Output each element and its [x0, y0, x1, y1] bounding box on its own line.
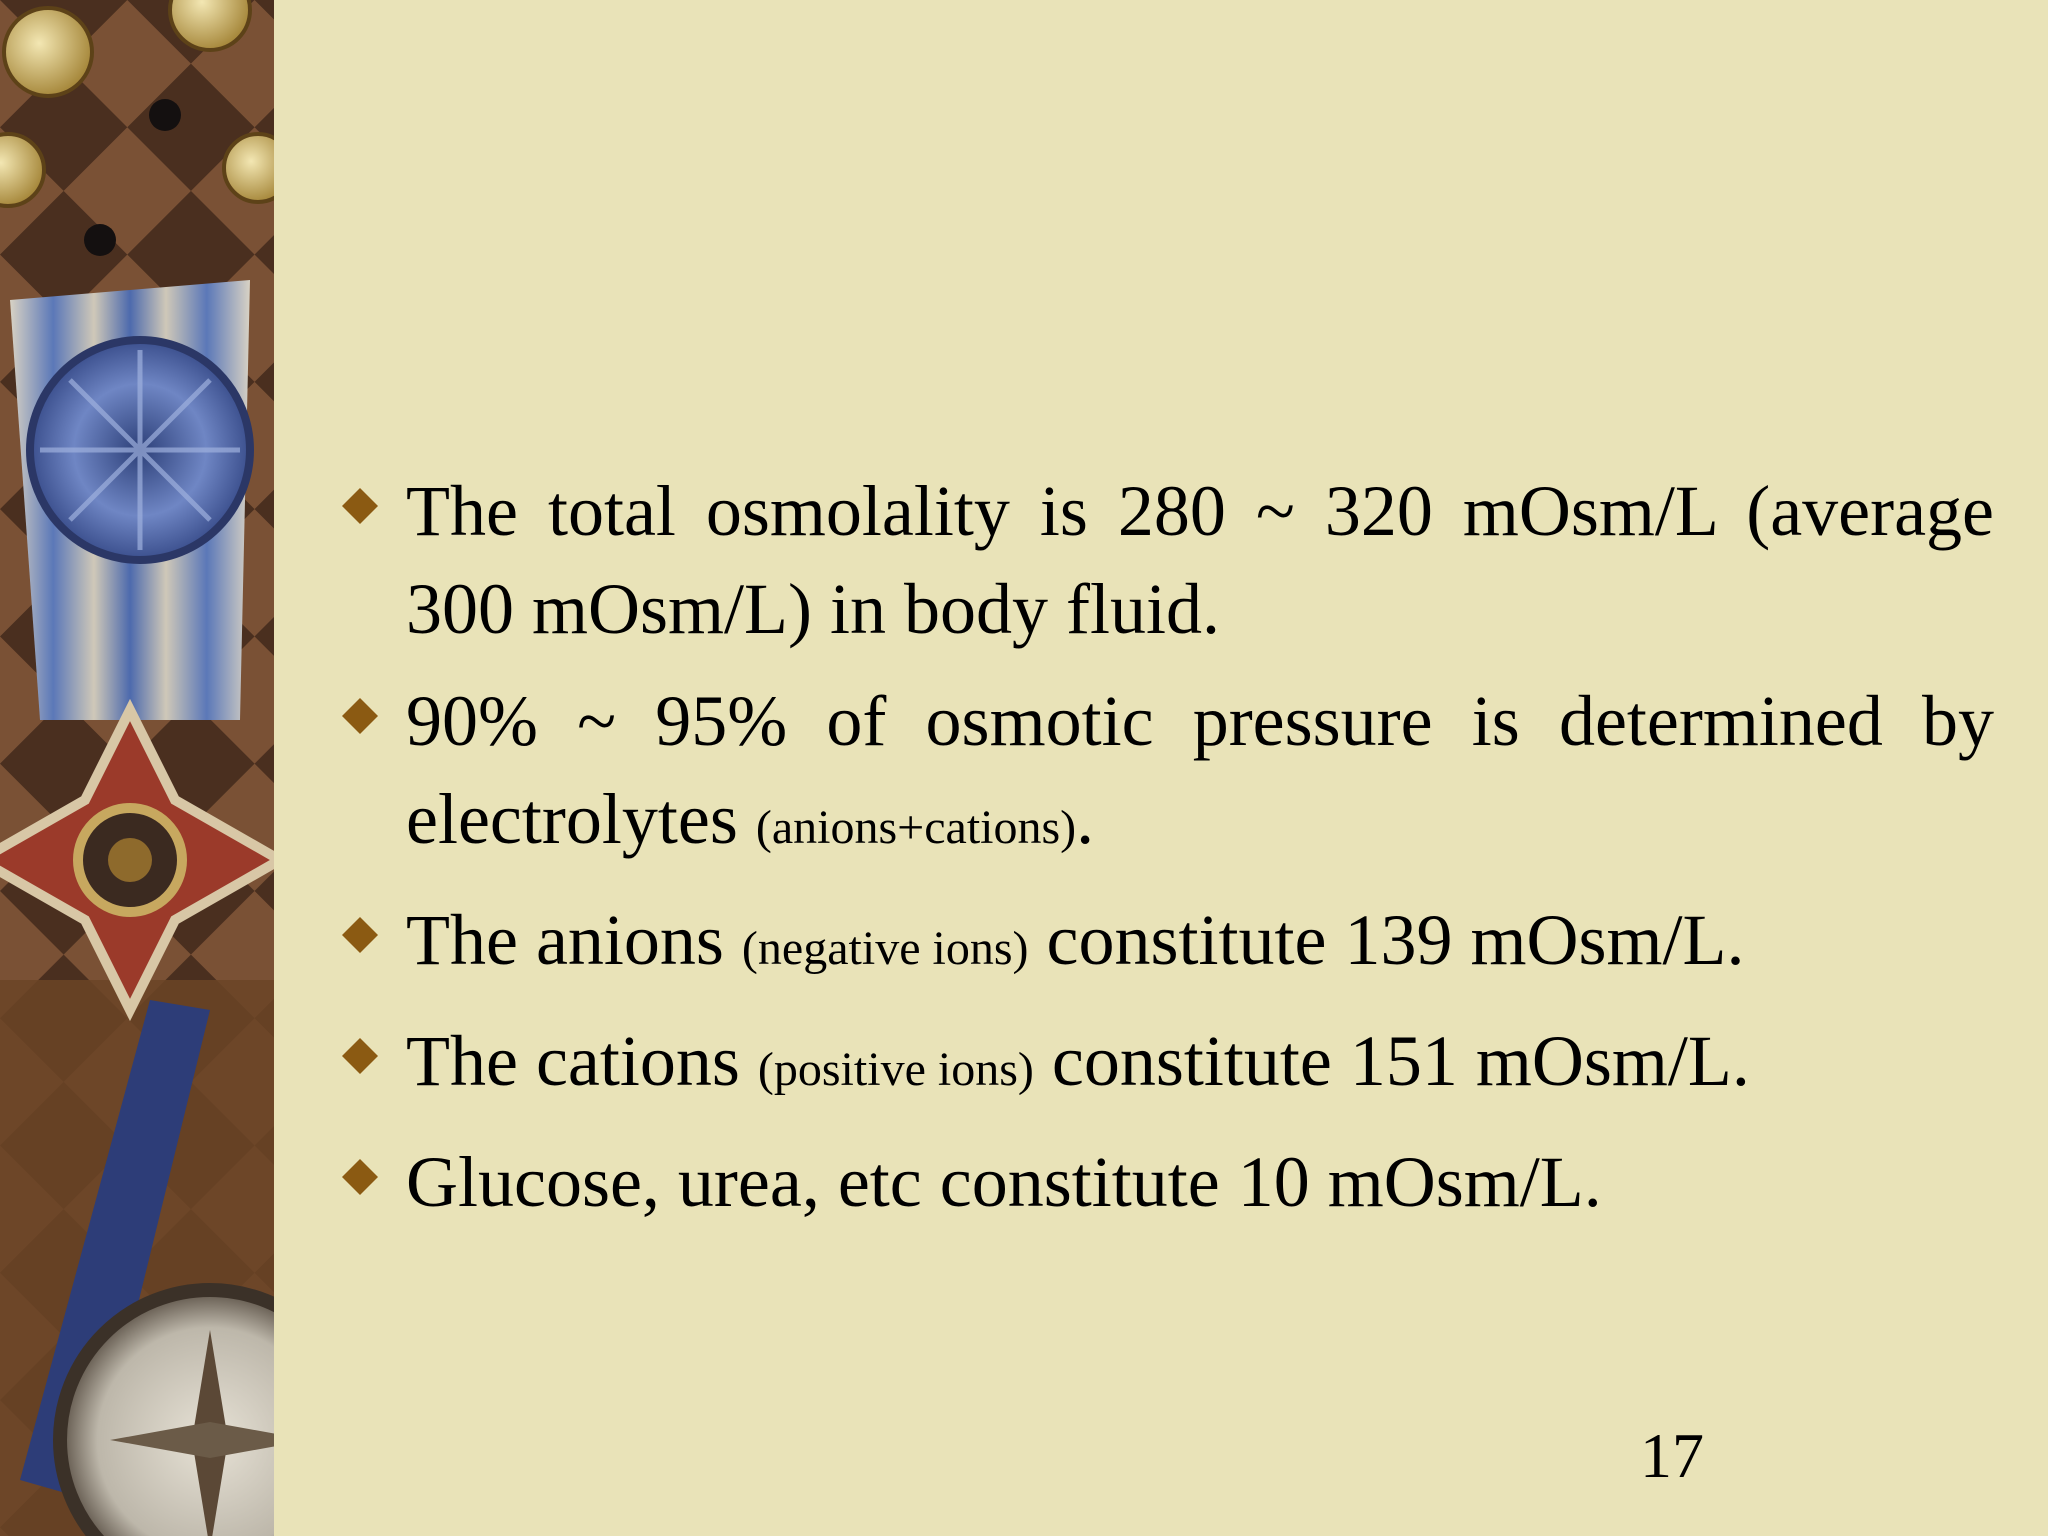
bullet-item-cations — [330, 1012, 1994, 1119]
bullet-text: 90% ~ 95% of osmotic pressure is determined by electrolytes — [406, 681, 1994, 859]
bullet-list — [330, 462, 1994, 1231]
diamond-bullet-icon — [340, 915, 380, 955]
bullet-list-area — [330, 462, 1994, 1245]
diamond-bullet-icon — [340, 696, 380, 736]
bullet-text: The cations — [406, 1021, 740, 1101]
bullet-text: The anions — [406, 900, 724, 980]
bullet-item-osmolality — [330, 462, 1994, 658]
bullet-note: (negative ions) — [741, 922, 1029, 975]
bullet-text: Glucose, urea, etc constitute 10 mOsm/L. — [406, 1142, 1602, 1222]
bullet-item-electrolytes — [330, 672, 1994, 877]
diamond-bullet-icon — [340, 486, 380, 526]
bullet-suffix: constitute 139 mOsm/L. — [1046, 900, 1745, 980]
bullet-item-glucose-urea — [330, 1133, 1994, 1231]
page-number: 17 — [1640, 1420, 1704, 1491]
diamond-bullet-icon — [340, 1036, 380, 1076]
bullet-note: (positive ions) — [757, 1043, 1034, 1096]
bullet-note: (anions+cations) — [755, 801, 1077, 854]
medal-compass-photo-icon — [0, 0, 274, 1536]
bullet-item-anions — [330, 891, 1994, 998]
bullet-suffix: constitute 151 mOsm/L. — [1051, 1021, 1750, 1101]
diamond-bullet-icon — [340, 1157, 380, 1197]
bullet-suffix: . — [1076, 779, 1095, 859]
bullet-text: The total osmolality is 280 ~ 320 mOsm/L (average 300 mOsm/L) in body fluid. — [406, 471, 1994, 649]
